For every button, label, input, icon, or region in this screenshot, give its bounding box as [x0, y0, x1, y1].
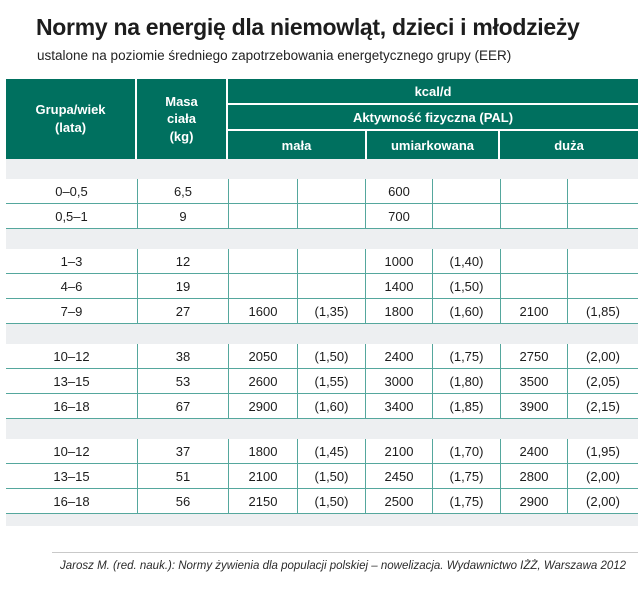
table-header: [6, 79, 638, 159]
table-cell: 67: [137, 394, 228, 418]
citation: Jarosz M. (red. nauk.): Normy żywienia dla populacji polskiej – nowelizacja. Wydawnictwo IŻŻ, Warszawa 2012: [60, 560, 627, 572]
table-cell: 56: [137, 489, 228, 513]
table-cell: 700: [365, 204, 432, 228]
header-group-age-line1: Grupa/wiek: [35, 102, 106, 118]
table-cell: 2750: [500, 344, 567, 368]
table-cell: 4–6: [60, 278, 83, 294]
table-row: [6, 274, 638, 299]
table-cell: [228, 274, 297, 298]
table-cell: (1,40): [432, 249, 500, 273]
header-physical-activity: Aktywność fizyczna (PAL): [228, 105, 638, 131]
table-cell: 2450: [365, 464, 432, 488]
table-cell: (1,80): [432, 369, 500, 393]
section-separator: [6, 229, 638, 249]
table-row: [6, 179, 638, 204]
table-cell: 12: [137, 249, 228, 273]
header-group-age: [6, 79, 137, 159]
table-cell: 51: [137, 464, 228, 488]
header-pal-high: duża: [554, 137, 584, 153]
table-cell: [567, 204, 638, 228]
table-cell: 0–0,5: [55, 183, 88, 199]
table-cell: 7–9: [60, 303, 83, 319]
table-cell: (1,35): [297, 299, 365, 323]
table-cell: 2500: [365, 489, 432, 513]
table-cell: 2900: [228, 394, 297, 418]
page-title: Normy na energię dla niemowląt, dzieci i młodzieży: [36, 14, 580, 40]
table-row: [6, 249, 638, 274]
table-cell: [297, 274, 365, 298]
table-cell: [432, 204, 500, 228]
energy-norms-table: [6, 79, 638, 526]
table-row: [6, 489, 638, 514]
table-row: [6, 394, 638, 419]
section-separator: [6, 159, 638, 179]
table-cell: [500, 274, 567, 298]
table-row: [6, 344, 638, 369]
table-cell: 16–18: [53, 398, 90, 414]
section-separator: [6, 514, 638, 526]
table-cell: 6,5: [137, 179, 228, 203]
table-cell: 13–15: [53, 373, 90, 389]
table-row: [6, 439, 638, 464]
table-cell: (1,95): [567, 439, 638, 463]
page: [0, 14, 640, 605]
header-body-mass: [137, 79, 228, 159]
table-cell: [297, 179, 365, 203]
table-cell: 1800: [365, 299, 432, 323]
table-cell: 27: [137, 299, 228, 323]
table-cell: 2150: [228, 489, 297, 513]
table-cell: (1,55): [297, 369, 365, 393]
table-cell: [228, 249, 297, 273]
table-cell: (2,15): [567, 394, 638, 418]
table-cell: 2800: [500, 464, 567, 488]
table-cell: 53: [137, 369, 228, 393]
table-cell: (1,50): [297, 344, 365, 368]
table-cell: [500, 249, 567, 273]
table-cell: (1,70): [432, 439, 500, 463]
header-kcal-per-day: kcal/d: [228, 79, 638, 105]
table-cell: [432, 179, 500, 203]
table-cell: [567, 179, 638, 203]
section-separator: [6, 324, 638, 344]
table-cell: 13–15: [53, 468, 90, 484]
table-body: [6, 159, 638, 526]
header-group-age-line2: (lata): [54, 120, 87, 135]
header-body-mass-line3: (kg): [169, 128, 194, 144]
table-cell: (1,60): [432, 299, 500, 323]
table-cell: 2400: [500, 439, 567, 463]
table-cell: [228, 179, 297, 203]
table-cell: (2,00): [567, 344, 638, 368]
table-cell: [567, 274, 638, 298]
table-cell: 9: [137, 204, 228, 228]
table-cell: 3900: [500, 394, 567, 418]
footer-divider: [52, 552, 638, 553]
header-body-mass-line2: ciała: [167, 111, 196, 127]
page-subtitle: ustalone na poziomie średniego zapotrzebowania energetycznego grupy (EER): [37, 48, 512, 63]
table-cell: 10–12: [53, 443, 90, 459]
table-cell: 3000: [365, 369, 432, 393]
table-cell: 1000: [365, 249, 432, 273]
table-cell: 2400: [365, 344, 432, 368]
table-cell: 2050: [228, 344, 297, 368]
table-cell: [500, 179, 567, 203]
table-cell: 37: [137, 439, 228, 463]
table-cell: 1–3: [60, 253, 83, 269]
table-cell: 3500: [500, 369, 567, 393]
header-pal-moderate: umiarkowana: [365, 131, 500, 159]
table-cell: 38: [137, 344, 228, 368]
table-cell: [297, 249, 365, 273]
header-body-mass-line1: Masa: [165, 93, 198, 109]
table-cell: 10–12: [53, 348, 90, 364]
section-separator: [6, 419, 638, 439]
footer: [0, 552, 640, 572]
table-cell: (1,50): [432, 274, 500, 298]
table-cell: [297, 204, 365, 228]
table-row: [6, 464, 638, 489]
table-cell: 19: [137, 274, 228, 298]
table-cell: 1400: [365, 274, 432, 298]
table-cell: (1,50): [297, 489, 365, 513]
table-cell: 0,5–1: [55, 208, 88, 224]
table-cell: (1,85): [567, 299, 638, 323]
table-cell: (1,75): [432, 344, 500, 368]
table-cell: 2900: [500, 489, 567, 513]
table-cell: (1,50): [297, 464, 365, 488]
table-cell: 600: [365, 179, 432, 203]
table-cell: (2,05): [567, 369, 638, 393]
table-cell: 1800: [228, 439, 297, 463]
header-pal-low: mała: [281, 137, 312, 153]
header-kcal-block: [228, 79, 638, 159]
table-cell: (1,85): [432, 394, 500, 418]
table-cell: 16–18: [53, 493, 90, 509]
table-cell: (1,75): [432, 464, 500, 488]
table-cell: 2100: [365, 439, 432, 463]
table-cell: 1600: [228, 299, 297, 323]
table-cell: [500, 204, 567, 228]
table-cell: (2,00): [567, 464, 638, 488]
table-cell: (2,00): [567, 489, 638, 513]
table-cell: [567, 249, 638, 273]
table-cell: (1,60): [297, 394, 365, 418]
table-cell: 2100: [500, 299, 567, 323]
table-row: [6, 299, 638, 324]
table-cell: (1,45): [297, 439, 365, 463]
header-pal-levels: [228, 131, 638, 159]
table-cell: (1,75): [432, 489, 500, 513]
table-cell: [228, 204, 297, 228]
table-cell: 3400: [365, 394, 432, 418]
table-cell: 2100: [228, 464, 297, 488]
table-row: [6, 204, 638, 229]
table-cell: 2600: [228, 369, 297, 393]
table-row: [6, 369, 638, 394]
